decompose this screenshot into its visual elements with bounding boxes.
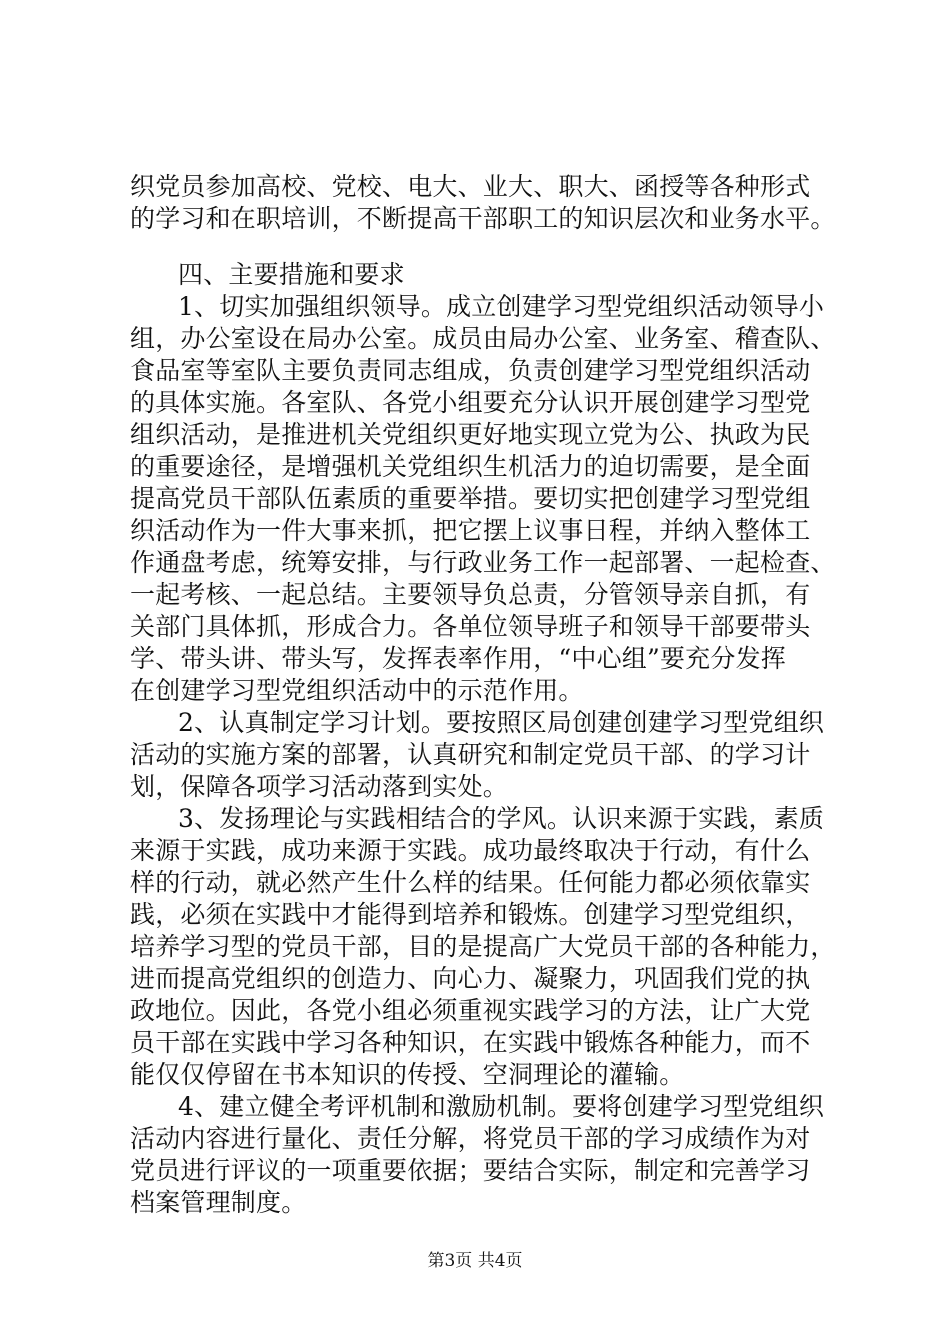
paragraph-line: 学、带头讲、带头写，发挥表率作用，“中心组”要充分发挥 (130, 644, 786, 673)
paragraph-gap (130, 235, 860, 259)
paragraph-line: 进而提高党组织的创造力、向心力、凝聚力，巩固我们党的执 (130, 964, 811, 993)
paragraph-line: 员干部在实践中学习各种知识，在实践中锻炼各种能力，而不 (130, 1028, 811, 1057)
paragraph-line: 培养学习型的党员干部，目的是提高广大党员干部的各种能力， (130, 932, 836, 961)
paragraph-line: 织党员参加高校、党校、电大、业大、职大、函授等各种形式 (130, 172, 811, 201)
paragraph-line: 组，办公室设在局办公室。成员由局办公室、业务室、稽查队、 (130, 324, 836, 353)
paragraph-line: 的具体实施。各室队、各党小组要充分认识开展创建学习型党 (130, 388, 811, 417)
paragraph-line: 提高党员干部队伍素质的重要举措。要切实把创建学习型党组 (130, 484, 811, 513)
paragraph-line: 的学习和在职培训，不断提高干部职工的知识层次和业务水平。 (130, 204, 836, 233)
page-number-footer: 第3页 共4页 (427, 1251, 523, 1271)
paragraph-line: 关部门具体抓，形成合力。各单位领导班子和领导干部要带头 (130, 612, 811, 641)
paragraph-line: 活动内容进行量化、责任分解，将党员干部的学习成绩作为对 (130, 1124, 811, 1153)
paragraph-line: 食品室等室队主要负责同志组成，负责创建学习型党组织活动 (130, 356, 811, 385)
paragraph-line: 档案管理制度。 (130, 1188, 307, 1217)
paragraph-line: 织活动作为一件大事来抓，把它摆上议事日程，并纳入整体工 (130, 516, 811, 545)
paragraph-line: 作通盘考虑，统筹安排，与行政业务工作一起部署、一起检查、 (130, 548, 836, 577)
paragraph-line: 1、切实加强组织领导。成立创建学习型党组织活动领导小 (178, 292, 825, 321)
paragraph-line: 政地位。因此，各党小组必须重视实践学习的方法，让广大党 (130, 996, 811, 1025)
paragraph-line: 践，必须在实践中才能得到培养和锻炼。创建学习型党组织， (130, 900, 811, 929)
paragraph-line: 来源于实践，成功来源于实践。成功最终取决于行动，有什么 (130, 836, 811, 865)
paragraph-line: 的重要途径，是增强机关党组织生机活力的迫切需要，是全面 (130, 452, 811, 481)
section-heading: 四、主要措施和要求 (178, 260, 405, 289)
paragraph-line: 能仅仅停留在书本知识的传授、空洞理论的灌输。 (130, 1060, 685, 1089)
paragraph-line: 3、发扬理论与实践相结合的学风。认识来源于实践，素质 (178, 804, 825, 833)
paragraph-line: 2、认真制定学习计划。要按照区局创建创建学习型党组织 (178, 708, 825, 737)
paragraph-line: 样的行动，就必然产生什么样的结果。任何能力都必须依靠实 (130, 868, 811, 897)
paragraph-line: 活动的实施方案的部署，认真研究和制定党员干部、的学习计 (130, 740, 811, 769)
document-body (130, 171, 860, 1219)
paragraph-line: 在创建学习型党组织活动中的示范作用。 (130, 676, 584, 705)
paragraph-line: 一起考核、一起总结。主要领导负总责，分管领导亲自抓，有 (130, 580, 811, 609)
paragraph-line: 组织活动，是推进机关党组织更好地实现立党为公、执政为民 (130, 420, 811, 449)
paragraph-line: 划，保障各项学习活动落到实处。 (130, 772, 509, 801)
paragraph-line: 党员进行评议的一项重要依据；要结合实际，制定和完善学习 (130, 1156, 811, 1185)
paragraph-line: 4、建立健全考评机制和激励机制。要将创建学习型党组织 (178, 1092, 825, 1121)
